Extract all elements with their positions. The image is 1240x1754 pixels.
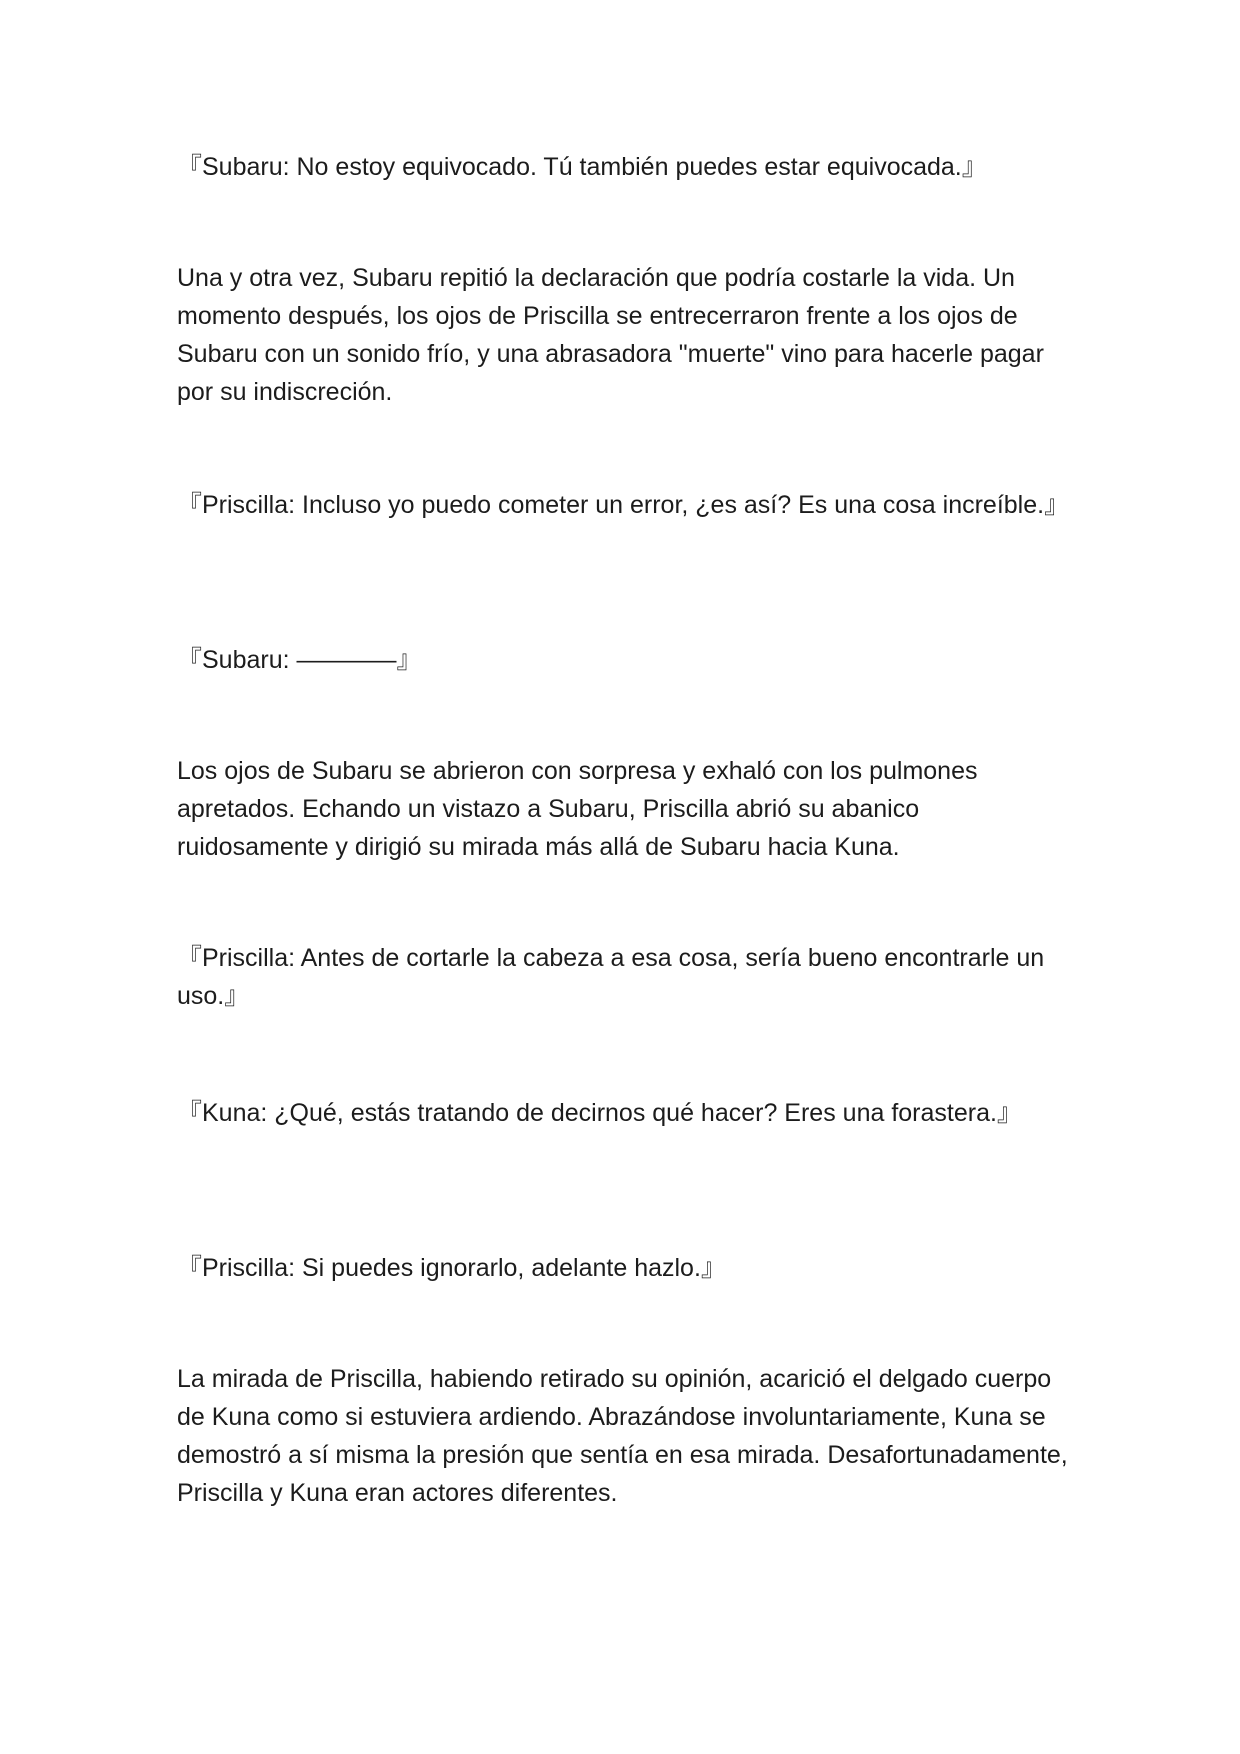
dialogue-priscilla-1: 『Priscilla: Incluso yo puedo cometer un error, ¿es así? Es una cosa increíble.』 — [177, 491, 1070, 519]
narration-paragraph-1: Una y otra vez, Subaru repitió la declaración que podría costarle la vida. Un momento después, los ojos de Priscilla se entrecerraron frente a los ojos de Subaru con un sonido frío, y una abrasadora "muerte" vino para hacerle pagar por su indiscreción. — [177, 264, 1051, 406]
dialogue-priscilla-2: 『Priscilla: Antes de cortarle la cabeza a esa cosa, sería bueno encontrarle un uso.』 — [177, 944, 1052, 1010]
dialogue-subaru-2: 『Subaru: ————』 — [177, 646, 422, 674]
narration-paragraph-2: Los ojos de Subaru se abrieron con sorpresa y exhaló con los pulmones apretados. Echando un vistazo a Subaru, Priscilla abrió su abanico ruidosamente y dirigió su mirada más allá de Subaru hacia Kuna. — [177, 757, 985, 861]
dialogue-kuna-1: 『Kuna: ¿Qué, estás tratando de decirnos qué hacer? Eres una forastera.』 — [177, 1099, 1022, 1127]
narration-paragraph-3: La mirada de Priscilla, habiendo retirado su opinión, acarició el delgado cuerpo de Kuna como si estuviera ardiendo. Abrazándose involuntariamente, Kuna se demostró a sí misma la presión que sentía en esa mirada. Desafortunadamente, Priscilla y Kuna eran actores diferentes. — [177, 1365, 1075, 1507]
dialogue-subaru-1: 『Subaru: No estoy equivocado. Tú también puedes estar equivocada.』 — [177, 153, 987, 181]
dialogue-priscilla-3: 『Priscilla: Si puedes ignorarlo, adelante hazlo.』 — [177, 1254, 726, 1282]
